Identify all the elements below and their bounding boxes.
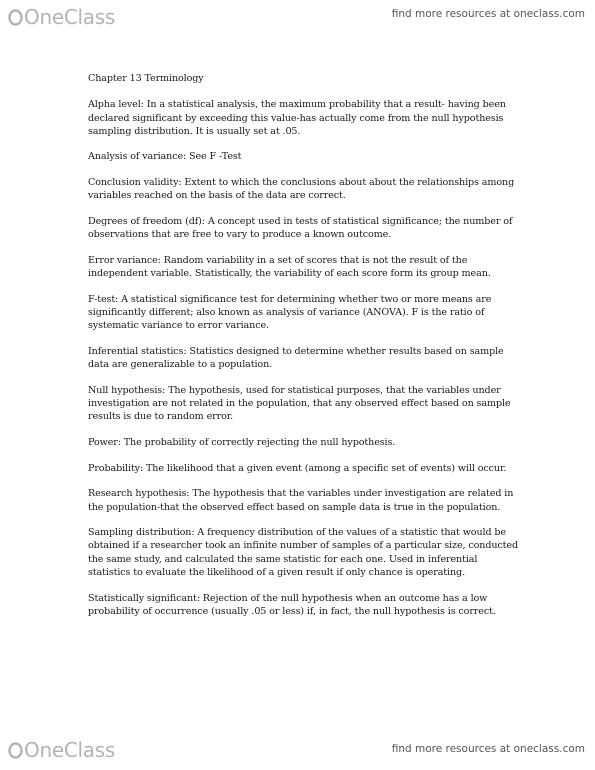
oneclass-logo-footer[interactable]: [8, 738, 115, 762]
resources-link[interactable]: find more resources at oneclass.com: [391, 8, 585, 20]
chapter-title: Chapter 13 Terminology: [88, 73, 204, 84]
term-conclusion-validity: Conclusion validity: Extent to which the conclusions about about the relationships among variables reached on the basis of the data are correct.: [88, 177, 515, 202]
term-power: Power: The probability of correctly rejecting the null hypothesis.: [88, 437, 396, 449]
term-alpha-level: Alpha level: In a statistical analysis, the maximum probability that a result- having been declared significant by exceeding this value-has actually come from the null hypothesis sampling distribution. It is usually set at .05.: [88, 99, 506, 137]
term-inferential-statistics: Inferential statistics: Statistics designed to determine whether results based on sample data are generalizable to a population.: [88, 345, 504, 371]
term-probability: Probability: The likelihood that a given event (among a specific set of events) will occur.: [88, 462, 507, 474]
page-footer: [0, 734, 595, 770]
oneclass-logo-icon: [8, 742, 23, 759]
resources-link-footer[interactable]: find more resources at oneclass.com: [391, 743, 585, 755]
logo-text: OneClass: [24, 5, 115, 29]
term-analysis-of-variance: Analysis of variance: See F -Test: [88, 151, 242, 163]
term-statistically-significant: Statistically significant: Rejection of the null hypothesis when an outcome has a low probability of occurrence (usually .05 or less) if, in fact, the null hypothesis is correct.: [88, 592, 496, 617]
document-body: [88, 72, 520, 630]
term-degrees-of-freedom: Degrees of freedom (df): A concept used in tests of statistical significance; the number of observations that are free to vary to produce a known outcome.: [88, 215, 513, 241]
term-f-test: F-test: A statistical significance test for determining whether two or more means are significantly different; also known as analysis of variance (ANOVA). F is the ratio of systematic variance to error variance.: [88, 293, 492, 332]
term-sampling-distribution: Sampling distribution: A frequency distribution of the values of a statistic that would be obtained if a researcher took an infinite number of samples of a particular size, conducted the same study, and calculated the same statistic for each one. Used in inferential statistics to evaluate the likelihood of a given result if only chance is operating.: [88, 527, 518, 578]
term-research-hypothesis: Research hypothesis: The hypothesis that the variables under investigation are related in the population-that the observed effect based on sample data is true in the population.: [88, 488, 514, 513]
term-null-hypothesis: Null hypothesis: The hypothesis, used for statistical purposes, that the variables under investigation are not related in the population, that any observed effect based on sample results is due to random error.: [88, 384, 511, 423]
page-header: [0, 0, 595, 40]
oneclass-logo[interactable]: [8, 5, 115, 29]
logo-text: OneClass: [24, 738, 115, 762]
term-error-variance: Error variance: Random variability in a set of scores that is not the result of the independent variable. Statistically, the variability of each score form its group mean.: [88, 254, 491, 280]
oneclass-logo-icon: [8, 9, 23, 26]
